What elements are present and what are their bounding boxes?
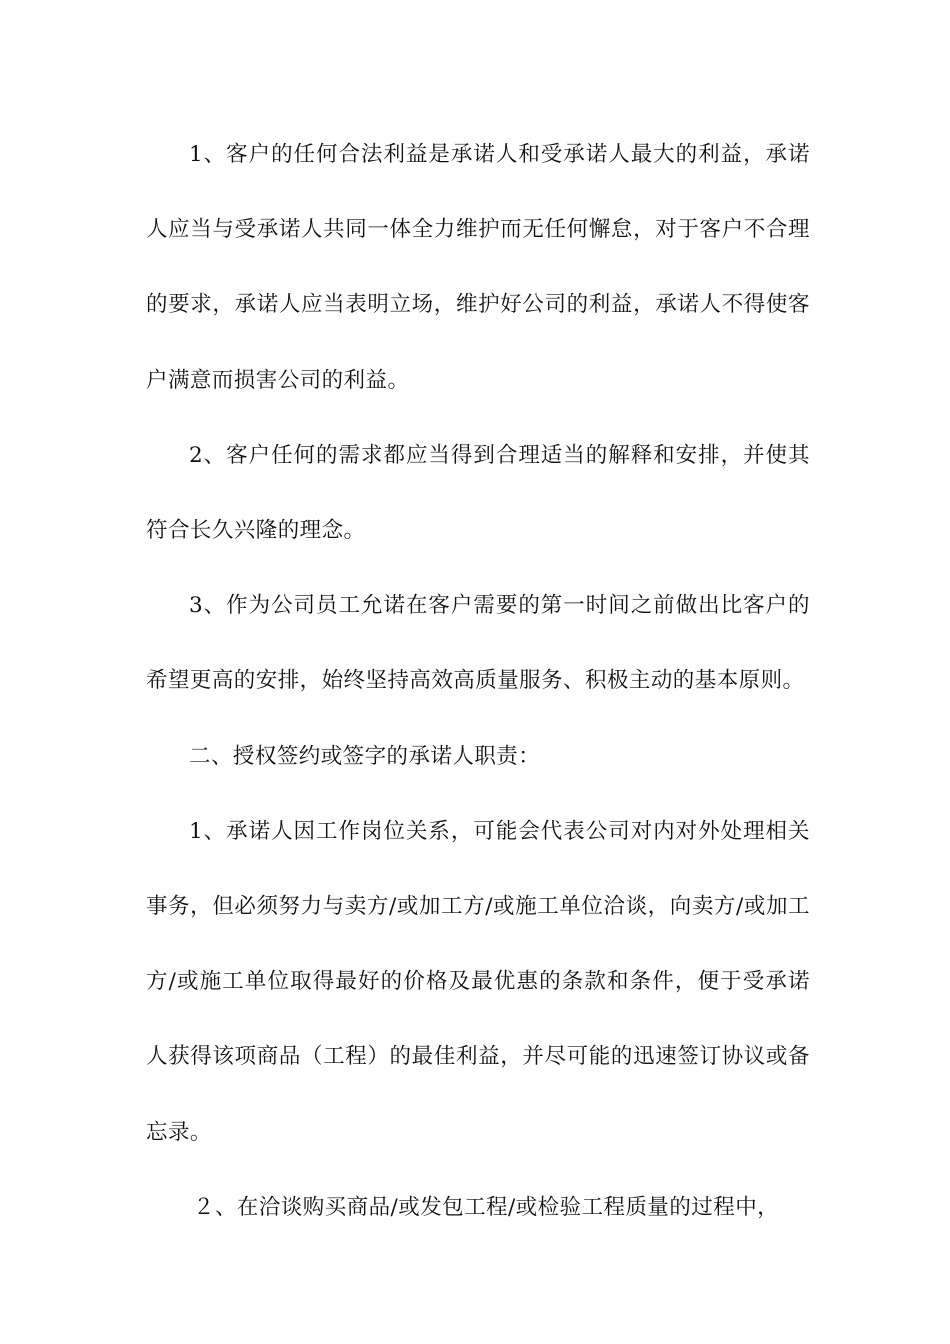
document-body [146, 117, 810, 1245]
paragraph-3: 3、作为公司员工允诺在客户需要的第一时间之前做出比客户的希望更高的安排，始终坚持高效高质量服务、积极主动的基本原则。 [146, 593, 810, 694]
paragraph-5: ２、在洽谈购买商品/或发包工程/或检验工程质量的过程中， [193, 1194, 780, 1220]
paragraph-4: 1、承诺人因工作岗位关系，可能会代表公司对内对外处理相关事务，但必须努力与卖方/或加工方/或施工单位洽谈，向卖方/或加工方/或施工单位取得最好的价格及最优惠的条款和条件，便于受承诺人获得该项商品（工程）的最佳利益，并尽可能的迅速签订协议或备忘录。 [146, 818, 810, 1145]
paragraph-2: 2、客户任何的需求都应当得到合理适当的解释和安排，并使其符合长久兴隆的理念。 [146, 442, 810, 544]
section-heading-2: 二、授权签约或签字的承诺人职责： [189, 743, 541, 769]
paragraph-1: 1、客户的任何合法利益是承诺人和受承诺人最大的利益，承诺人应当与受承诺人共同一体全力维护而无任何懈怠，对于客户不合理的要求，承诺人应当表明立场，维护好公司的利益，承诺人不得使客户满意而损害公司的利益。 [146, 142, 810, 393]
